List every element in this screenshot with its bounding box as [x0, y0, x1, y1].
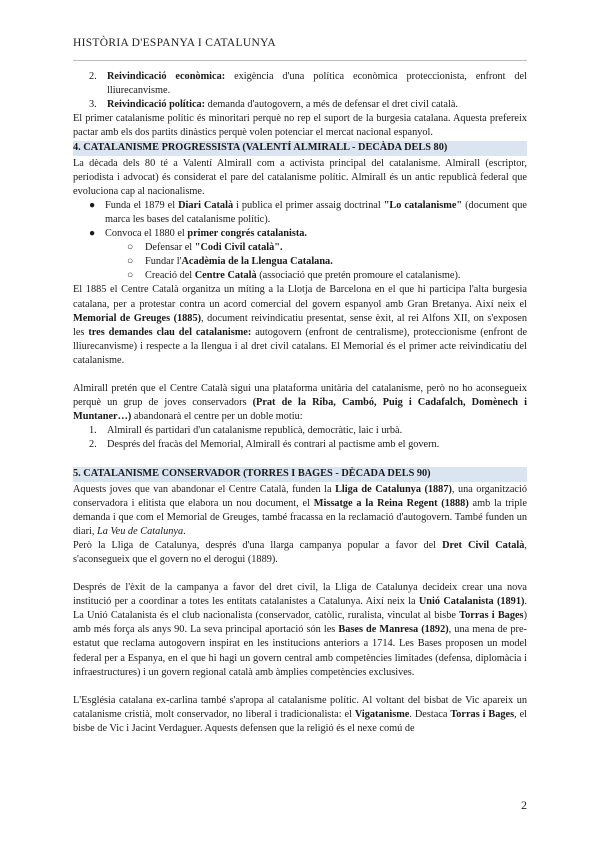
- page-header: HISTÒRIA D'ESPANYA I CATALUNYA: [73, 37, 277, 49]
- paragraph: Aquests joves que van abandonar el Centre Català, funden la Lliga de Catalunya (1887), una organització conservadora i elitista que elabora un nou document, el Missatge a la Reina Regent (1888) amb la triple demanda i que com el Memorial de Greuges, també fracassa en la reclamació d'autogovern. També funden un diari, La Veu de Catalunya.: [73, 483, 527, 537]
- list-item: 1. Almirall és partidari d'un catalanisme republicà, democràtic, laic i urbà.: [73, 424, 527, 438]
- bullet-icon: ●: [89, 199, 96, 211]
- paragraph: Almirall pretén que el Centre Català sigui una plataforma unitària del catalanisme, però no ho aconsegueix perquè un grup de joves conservadors (Prat de la Riba, Cambó, Puig i Cadafalch, Domènech i Muntaner…) abandonarà el centre per un doble motiu:: [73, 382, 527, 423]
- header-rule: [73, 60, 527, 61]
- circle-bullet-icon: ○: [127, 256, 134, 268]
- page-content: [73, 70, 527, 736]
- paragraph: Però la Lliga de Catalunya, després d'una llarga campanya popular a favor del Dret Civil Català, s'aconsegueix que el govern no el derogui (1889).: [73, 539, 527, 565]
- paragraph: El 1885 el Centre Català organitza un míting a la Llotja de Barcelona en el que hi participa l'alta burgesia catalana, per a protestar contra un acord comercial del govern espanyol amb Gran Bretanya. Així neix el Memorial de Greuges (1885), document reivindicatiu presentat, sense èxit, al rei Alfons XII, on s'exposen les tres demandes clau del catalanisme: autogovern (enfront de centralisme), proteccionisme (enfront de lliurecanvisme) i respecte a la llengua i al dret civil catalans. El Memorial és el primer acte reivindicatiu del catalanisme.: [73, 284, 528, 366]
- list-number: 2.: [89, 439, 97, 451]
- section-heading-5: 5. CATALANISME CONSERVADOR (TORRES I BAGES - DÈCADA DELS 90): [73, 467, 527, 481]
- bullet-icon: ●: [89, 228, 96, 240]
- list-number: 3.: [89, 99, 97, 111]
- sub-bullet-item: ○ Creació del Centre Català (associació que pretén promoure el catalanisme).: [73, 269, 527, 283]
- paragraph: La dècada dels 80 té a Valentí Almirall com a activista principal del catalanisme. Almirall (escriptor, periodista i advocat) és considerat el pare del catalanisme polític. Almirall és un antic republicà federal que evoluciona cap al nacionalisme.: [73, 157, 527, 197]
- paragraph: El primer catalanisme polític és minoritari perquè no rep el suport de la burgesia catalana. Aquesta prefereix pactar amb els dos partits dinàstics perquè volen potenciar el mercat nacional espanyol.: [73, 113, 527, 139]
- paragraph: L'Església catalana ex-carlina també s'apropa al catalanisme polític. Al voltant del bisbat de Vic apareix un catalanisme cristià, molt conservador, no liberal i tradicionalista: el Vigatanisme. Destaca Torras i Bages, el bisbe de Vic i Jacint Verdaguer. Aquests defensen que la religió és el nexe comú de: [73, 694, 527, 734]
- bullet-item: ● Funda el 1879 el Diari Català i publica el primer assaig doctrinal "Lo catalanisme" (document que marca les bases del catalanisme polític).: [73, 199, 527, 227]
- list-item: 2. Després del fracàs del Memorial, Almirall és contrari al pactisme amb el govern.: [73, 438, 527, 452]
- list-number: 2.: [89, 71, 97, 82]
- list-number: 1.: [89, 425, 97, 437]
- bullet-item: ● Convoca el 1880 el primer congrés catalanista.: [73, 227, 527, 241]
- list-item-economic: 2. Reivindicació econòmica: exigència d'una política econòmica proteccionista, enfront del lliurecanvisme.: [73, 70, 527, 98]
- circle-bullet-icon: ○: [127, 242, 134, 254]
- section-heading-4: 4. CATALANISME PROGRESSISTA (VALENTÍ ALMIRALL - DECÀDA DELS 80): [73, 141, 527, 155]
- page-number: 2: [521, 798, 527, 812]
- paragraph: Després de l'èxit de la campanya a favor del dret civil, la Lliga de Catalunya decideix crear una nova institució per a coordinar a totes les entitats catalanistes a Catalunya. Així neix la Unió Catalanista (1891). La Unió Catalanista és el club nacionalista (conservador, catòlic, ruralista, vinculat al bisbe Torras i Bages) amb més força als anys 90. La seva principal aportació són les Bases de Manresa (1892), una mena de pre-estatut que reclama autogovern inspirat en les institucions anteriors a 1714. Les Bases proposen un model federal per a Espanya, en el que hi hagi un govern central amb competències limitades (defensa, diplomàcia i infraestructures) i un govern regional català amb àmplies competències exclusives.: [73, 582, 527, 678]
- sub-bullet-item: ○ Fundar l'Acadèmia de la Llengua Catalana.: [73, 255, 527, 269]
- sub-bullet-item: ○ Defensar el "Codi Civil català".: [73, 241, 527, 255]
- circle-bullet-icon: ○: [127, 270, 134, 282]
- list-item-political: 3. Reivindicació política: demanda d'autogovern, a més de defensar el dret civil català.: [73, 98, 527, 112]
